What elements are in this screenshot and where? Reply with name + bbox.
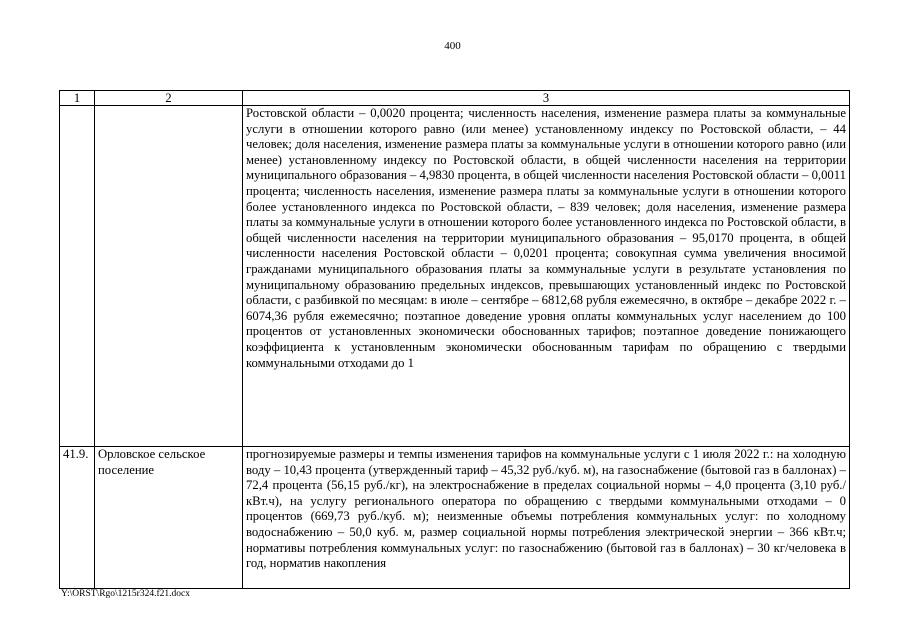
table-row (60, 106, 850, 447)
table-row (60, 447, 850, 589)
table-header-row (60, 91, 850, 106)
document-table (59, 90, 850, 589)
page-number: 400 (444, 40, 461, 52)
row-content-text: прогнозируемые размеры и темпы изменения тарифов на коммунальные услуги с 1 июля 2022 г.: на холодную воду – 10,43 процента (утвержденный тариф – 45,32 руб./куб. м), на газоснабжение (бытовой газ в баллонах) – 72,4 процента (56,15 руб./кг), на электроснабжение в пределах социальной нормы – 4,0 процента (3,10 руб./кВт.ч), на услугу регионального оператора по обращению с твердыми коммунальными отходами – 0 процентов (669,73 руб./куб. м); неизменные объемы потребления коммунальных услуг: по холодному водоснабжению – 50,0 куб. м, размер социальной нормы потребления электрической энергии – 366 кВт.ч; нормативы потребления коммунальных услуг: по газоснабжению (бытовой газ в баллонах) – 30 кг/человека в год, норматив накопления (246, 447, 846, 571)
row-number (60, 106, 95, 447)
header-col-1: 1 (60, 91, 95, 106)
header-col-2: 2 (95, 91, 243, 106)
municipality-name (95, 106, 243, 447)
header-col-3: 3 (243, 91, 850, 106)
row-content-cell (243, 447, 850, 589)
row-number: 41.9. (60, 447, 95, 589)
row-content-text: Ростовской области – 0,0020 процента; численность населения, изменение размера платы за коммунальные услуги в отношении которого равно (или менее) установленному индексу по Ростовской области, – 44 человек; доля населения, изменение размера платы за коммунальные услуги в отношении которого равно (или менее) установленному индексу по Ростовской области, в общей численности населения на территории муниципального образования – 4,9830 процента, в общей численности населения Ростовской области – 0,0011 процента; численность населения, изменение размера платы за коммунальные услуги в отношении которого более установленного индекса по Ростовской области, – 839 человек; доля населения, изменение размера платы за коммунальные услуги в отношении которого более установленного индекса по Ростовской области, в общей численности населения на территории муниципального образования – 95,0170 процента, в общей численности населения Ростовской области – 0,0201 процента; совокупная сумма увеличения вносимой гражданами муниципального образования платы за коммунальные услуги в результате установления по муниципальному образованию предельных индексов, превышающих установленный индекс по Ростовской области, с разбивкой по месяцам: в июле – сентябре – 6812,68 рубля ежемесячно, в октябре – декабре 2022 г. – 6074,36 рубля ежемесячно; поэтапное доведение уровня оплаты коммунальных услуг населением до 100 процентов от установленных экономически обоснованных тарифов; поэтапное доведение понижающего коэффициента к установленным экономически обоснованным тарифам по обращению с твердыми коммунальными отходами до 1 (246, 106, 846, 370)
footer-file-path: Y:\ORST\Rgo\1215r324.f21.docx (61, 589, 190, 599)
row-content-cell (243, 106, 850, 447)
municipality-name: Орловское сельское поселение (95, 447, 243, 589)
